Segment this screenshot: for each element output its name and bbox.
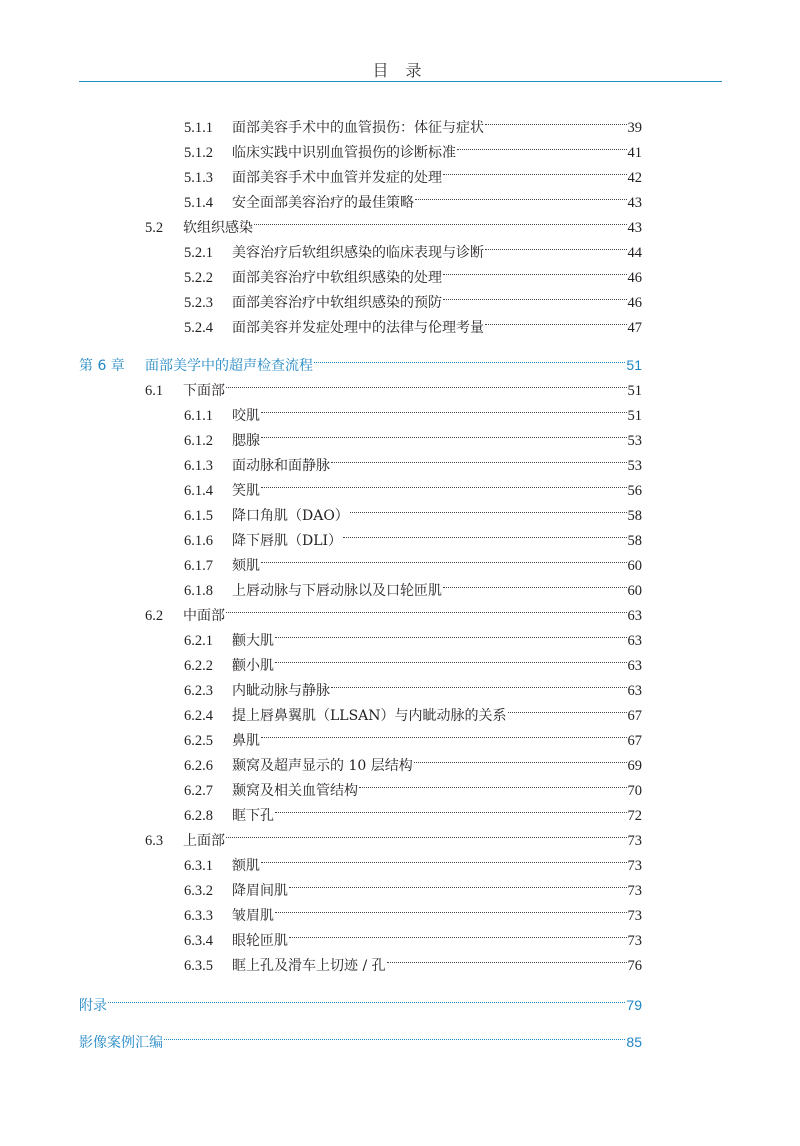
toc-entry-title: 颞窝及相关血管结构 <box>232 783 358 799</box>
toc-entry-page: 60 <box>627 558 642 574</box>
toc-section-5-2[interactable] <box>145 208 642 236</box>
toc-entry-6-3-2[interactable] <box>184 871 642 899</box>
dot-leader <box>457 133 627 157</box>
toc-entry-title: 上唇动脉与下唇动脉以及口轮匝肌 <box>232 583 442 599</box>
toc-entry-6-3-3[interactable] <box>184 896 642 924</box>
toc-section-6-3[interactable] <box>145 821 642 849</box>
toc-chapter-number: 第 6 章 <box>79 358 125 374</box>
toc-entry-page: 60 <box>627 583 642 599</box>
toc-entry-title: 眼轮匝肌 <box>232 933 288 949</box>
toc-entry-title: 面部美容治疗中软组织感染的处理 <box>232 270 442 286</box>
toc-entry-title: 面动脉和面静脉 <box>232 458 330 474</box>
dot-leader <box>275 896 627 920</box>
toc-entry-6-2-6[interactable] <box>184 746 642 774</box>
toc-entry-page: 53 <box>627 433 642 449</box>
dot-leader <box>261 421 627 445</box>
dot-leader <box>485 233 627 257</box>
toc-entry-title: 颞窝及超声显示的 10 层结构 <box>232 758 413 774</box>
toc-entry-title: 降下唇肌（DLI） <box>232 533 343 549</box>
toc-entry-page: 67 <box>627 708 642 724</box>
toc-entry-number: 6.3.3 <box>184 908 213 924</box>
toc-section-title: 中面部 <box>183 608 225 624</box>
toc-entry-page: 70 <box>627 783 642 799</box>
toc-section-title: 下面部 <box>183 383 225 399</box>
toc-entry-6-2-8[interactable] <box>184 796 642 824</box>
dot-leader <box>164 1023 625 1047</box>
toc-entry-page: 46 <box>627 270 642 286</box>
toc-entry-number: 6.3.4 <box>184 933 213 949</box>
toc-chapter-title: 面部美学中的超声检查流程 <box>145 358 313 374</box>
toc-entry-title: 安全面部美容治疗的最佳策略 <box>232 195 414 211</box>
dot-leader <box>485 108 627 132</box>
dot-leader <box>331 671 627 695</box>
toc-entry-page: 63 <box>627 633 642 649</box>
toc-entry-6-1-1[interactable] <box>184 396 642 424</box>
dot-leader <box>289 871 627 895</box>
dot-leader <box>275 621 627 645</box>
toc-entry-number: 6.1.4 <box>184 483 213 499</box>
toc-entry-6-1-7[interactable] <box>184 546 642 574</box>
toc-entry-page: 39 <box>627 120 642 136</box>
toc-entry-6-3-4[interactable] <box>184 921 642 949</box>
toc-entry-number: 6.2.1 <box>184 633 213 649</box>
toc-entry-title: 内眦动脉与静脉 <box>232 683 330 699</box>
dot-leader <box>331 446 627 470</box>
toc-section-number: 5.2 <box>145 220 164 236</box>
toc-entry-number: 6.2.4 <box>184 708 213 724</box>
toc-entry-number: 5.2.2 <box>184 270 213 286</box>
toc-entry-page: 58 <box>627 508 642 524</box>
toc-entry-title: 额肌 <box>232 858 260 874</box>
toc-entry-page: 69 <box>627 758 642 774</box>
toc-entry-number: 6.2.3 <box>184 683 213 699</box>
toc-entry-title: 面部美容手术中血管并发症的处理 <box>232 170 442 186</box>
toc-entry-page: 67 <box>627 733 642 749</box>
dot-leader <box>343 521 626 545</box>
dot-leader <box>443 571 627 595</box>
toc-entry-title: 临床实践中识别血管损伤的诊断标准 <box>232 145 456 161</box>
toc-entry-5-1-1[interactable] <box>184 108 642 136</box>
dot-leader <box>275 646 627 670</box>
toc-entry-page: 63 <box>627 658 642 674</box>
dot-leader <box>443 283 627 307</box>
toc-entry-5-2-4[interactable] <box>184 308 642 336</box>
dot-leader <box>226 596 627 620</box>
dot-leader <box>108 986 625 1010</box>
toc-entry-title: 降口角肌（DAO） <box>232 508 349 524</box>
toc-entry-number: 6.1.1 <box>184 408 213 424</box>
toc-entry-page: 47 <box>627 320 642 336</box>
toc-appendix-page: 79 <box>626 997 642 1013</box>
toc-entry-6-2-2[interactable] <box>184 646 642 674</box>
toc-entry-5-1-4[interactable] <box>184 183 642 211</box>
dot-leader <box>226 821 627 845</box>
toc-entry-number: 6.1.2 <box>184 433 213 449</box>
toc-section-number: 6.3 <box>145 833 164 849</box>
toc-entry-title: 腮腺 <box>232 433 260 449</box>
toc-case-collection-page: 85 <box>626 1034 642 1050</box>
toc-section-title: 上面部 <box>183 833 225 849</box>
toc-entry-5-1-2[interactable] <box>184 133 642 161</box>
toc-section-number: 6.2 <box>145 608 164 624</box>
toc-entry-page: 63 <box>627 683 642 699</box>
toc-entry-page: 76 <box>627 958 642 974</box>
toc-entry-6-1-5[interactable] <box>184 496 642 524</box>
toc-entry-number: 5.1.3 <box>184 170 213 186</box>
dot-leader <box>261 846 627 870</box>
dot-leader <box>261 721 627 745</box>
toc-entry-6-1-6[interactable] <box>184 521 642 549</box>
toc-entry-6-1-8[interactable] <box>184 571 642 599</box>
dot-leader <box>350 496 627 520</box>
toc-entry-number: 6.1.7 <box>184 558 213 574</box>
toc-entry-number: 6.2.8 <box>184 808 213 824</box>
toc-entry-page: 73 <box>627 858 642 874</box>
toc-entry-5-2-1[interactable] <box>184 233 642 261</box>
toc-entry-number: 6.1.3 <box>184 458 213 474</box>
toc-entry-title: 面部美容治疗中软组织感染的预防 <box>232 295 442 311</box>
toc-entry-5-2-2[interactable] <box>184 258 642 286</box>
toc-entry-page: 46 <box>627 295 642 311</box>
dot-leader <box>261 546 627 570</box>
toc-entry-6-2-7[interactable] <box>184 771 642 799</box>
toc-entry-title: 眶上孔及滑车上切迹 / 孔 <box>232 958 386 974</box>
dot-leader <box>261 471 627 495</box>
toc-entry-6-2-1[interactable] <box>184 621 642 649</box>
toc-entry-5-1-3[interactable] <box>184 158 642 186</box>
toc-entry-6-1-2[interactable] <box>184 421 642 449</box>
toc-entry-number: 6.3.5 <box>184 958 213 974</box>
toc-section-page: 73 <box>627 833 642 849</box>
toc-entry-number: 6.1.5 <box>184 508 213 524</box>
toc-section-page: 63 <box>627 608 642 624</box>
toc-case-collection[interactable] <box>79 1023 642 1051</box>
toc-entry-6-1-3[interactable] <box>184 446 642 474</box>
page-title: 目 录 <box>372 61 428 80</box>
toc-entry-number: 5.2.4 <box>184 320 213 336</box>
toc-entry-title: 提上唇鼻翼肌（LLSAN）与内眦动脉的关系 <box>232 708 507 724</box>
toc-entry-number: 6.2.7 <box>184 783 213 799</box>
toc-entry-title: 颧小肌 <box>232 658 274 674</box>
toc-entry-page: 42 <box>627 170 642 186</box>
toc-entry-number: 6.2.6 <box>184 758 213 774</box>
toc-section-page: 51 <box>627 383 642 399</box>
toc-entry-page: 41 <box>627 145 642 161</box>
toc-entry-5-2-3[interactable] <box>184 283 642 311</box>
dot-leader <box>289 921 627 945</box>
dot-leader <box>261 396 627 420</box>
dot-leader <box>508 696 627 720</box>
toc-entry-page: 72 <box>627 808 642 824</box>
toc-entry-page: 58 <box>627 533 642 549</box>
header-divider <box>79 81 722 82</box>
toc-entry-title: 咬肌 <box>232 408 260 424</box>
dot-leader <box>414 746 627 770</box>
toc-section-6-1[interactable] <box>145 371 642 399</box>
toc-chapter-6[interactable] <box>79 346 642 374</box>
toc-entry-number: 5.1.1 <box>184 120 213 136</box>
toc-entry-page: 44 <box>627 245 642 261</box>
toc-appendix-title: 附录 <box>79 998 107 1014</box>
toc-entry-title: 降眉间肌 <box>232 883 288 899</box>
toc-entry-number: 5.2.3 <box>184 295 213 311</box>
dot-leader <box>443 158 627 182</box>
dot-leader <box>443 258 627 282</box>
toc-entry-page: 51 <box>627 408 642 424</box>
dot-leader <box>415 183 627 207</box>
toc-entry-title: 面部美容并发症处理中的法律与伦理考量 <box>232 320 484 336</box>
toc-entry-number: 5.2.1 <box>184 245 213 261</box>
dot-leader <box>359 771 627 795</box>
dot-leader <box>314 346 625 370</box>
toc-entry-title: 颏肌 <box>232 558 260 574</box>
toc-section-page: 43 <box>627 220 642 236</box>
toc-section-6-2[interactable] <box>145 596 642 624</box>
toc-entry-number: 6.2.2 <box>184 658 213 674</box>
toc-entry-title: 面部美容手术中的血管损伤：体征与症状 <box>232 120 484 136</box>
toc-entry-title: 笑肌 <box>232 483 260 499</box>
toc-entry-number: 6.1.8 <box>184 583 213 599</box>
toc-entry-number: 6.3.2 <box>184 883 213 899</box>
toc-section-number: 6.1 <box>145 383 164 399</box>
toc-entry-page: 53 <box>627 458 642 474</box>
toc-entry-6-2-5[interactable] <box>184 721 642 749</box>
toc-entry-page: 73 <box>627 883 642 899</box>
toc-entry-page: 43 <box>627 195 642 211</box>
toc-entry-6-1-4[interactable] <box>184 471 642 499</box>
toc-entry-title: 鼻肌 <box>232 733 260 749</box>
dot-leader <box>275 796 627 820</box>
dot-leader <box>254 208 627 232</box>
dot-leader <box>387 946 627 970</box>
toc-entry-title: 眶下孔 <box>232 808 274 824</box>
toc-appendix[interactable] <box>79 986 642 1014</box>
toc-entry-number: 6.2.5 <box>184 733 213 749</box>
dot-leader <box>226 371 627 395</box>
toc-entry-title: 美容治疗后软组织感染的临床表现与诊断 <box>232 245 484 261</box>
toc-section-title: 软组织感染 <box>183 220 253 236</box>
toc-entry-6-3-5[interactable] <box>184 946 642 974</box>
toc-entry-6-2-4[interactable] <box>184 696 642 724</box>
toc-case-collection-title: 影像案例汇编 <box>79 1035 163 1051</box>
toc-entry-title: 颧大肌 <box>232 633 274 649</box>
toc-entry-6-3-1[interactable] <box>184 846 642 874</box>
toc-entry-page: 73 <box>627 933 642 949</box>
dot-leader <box>485 308 627 332</box>
toc-entry-number: 6.3.1 <box>184 858 213 874</box>
toc-entry-number: 5.1.4 <box>184 195 213 211</box>
toc-entry-number: 5.1.2 <box>184 145 213 161</box>
toc-entry-page: 56 <box>627 483 642 499</box>
toc-entry-number: 6.1.6 <box>184 533 213 549</box>
toc-entry-6-2-3[interactable] <box>184 671 642 699</box>
toc-entry-title: 皱眉肌 <box>232 908 274 924</box>
toc-entry-page: 73 <box>627 908 642 924</box>
toc-chapter-page: 51 <box>626 357 642 373</box>
